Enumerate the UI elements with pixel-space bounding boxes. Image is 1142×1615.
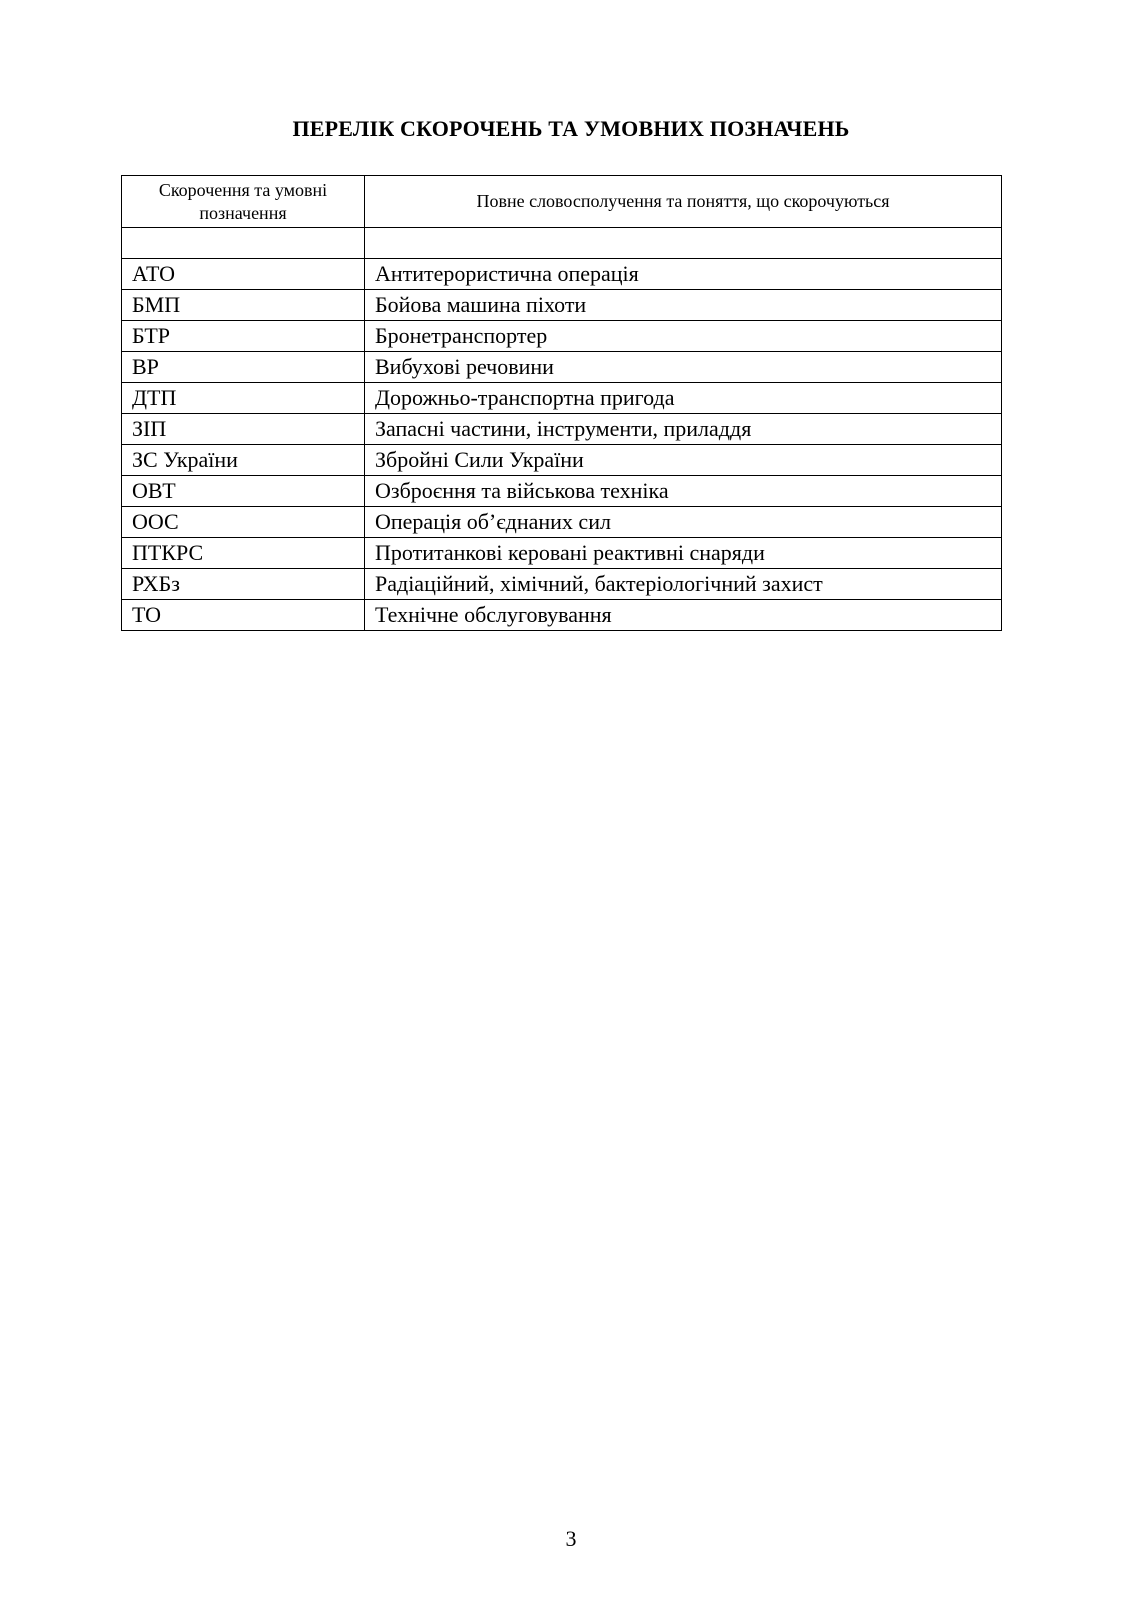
full-term-cell: Антитерористична операція [365, 259, 1002, 290]
full-term-cell: Операція об’єднаних сил [365, 507, 1002, 538]
full-term-cell: Запасні частини, інструменти, приладдя [365, 414, 1002, 445]
table-row [122, 476, 1002, 507]
table-row [122, 414, 1002, 445]
abbreviation-cell: АТО [122, 259, 365, 290]
abbreviation-cell: ВР [122, 352, 365, 383]
full-term-cell: Технічне обслуговування [365, 600, 1002, 631]
table-row [122, 507, 1002, 538]
abbreviation-cell: БМП [122, 290, 365, 321]
full-term-cell: Бойова машина піхоти [365, 290, 1002, 321]
table-row [122, 445, 1002, 476]
page-title: ПЕРЕЛІК СКОРОЧЕНЬ ТА УМОВНИХ ПОЗНАЧЕНЬ [292, 116, 850, 141]
table-row [122, 321, 1002, 352]
full-term-cell: Озброєння та військова техніка [365, 476, 1002, 507]
full-term-cell: Дорожньо-транспортна пригода [365, 383, 1002, 414]
header-full-term: Повне словосполучення та поняття, що скорочуються [365, 176, 1002, 228]
abbreviation-cell: ДТП [122, 383, 365, 414]
abbreviation-cell: ООС [122, 507, 365, 538]
empty-cell [365, 228, 1002, 259]
abbreviation-cell: ПТКРС [122, 538, 365, 569]
page-number: 3 [565, 1526, 577, 1551]
abbreviation-cell: ТО [122, 600, 365, 631]
full-term-cell: Радіаційний, хімічний, бактеріологічний захист [365, 569, 1002, 600]
table-header-row [122, 176, 1002, 228]
full-term-cell: Збройні Сили України [365, 445, 1002, 476]
table-row [122, 352, 1002, 383]
abbreviation-cell: ОВТ [122, 476, 365, 507]
table-row [122, 290, 1002, 321]
table-row [122, 600, 1002, 631]
table-row [122, 569, 1002, 600]
abbreviation-cell: ЗС України [122, 445, 365, 476]
full-term-cell: Бронетранспортер [365, 321, 1002, 352]
full-term-cell: Вибухові речовини [365, 352, 1002, 383]
full-term-cell: Протитанкові керовані реактивні снаряди [365, 538, 1002, 569]
abbreviation-cell: БТР [122, 321, 365, 352]
abbreviations-table [121, 175, 1002, 631]
table-row [122, 538, 1002, 569]
empty-cell [122, 228, 365, 259]
empty-row [122, 228, 1002, 259]
table-row [122, 383, 1002, 414]
abbreviation-cell: ЗІП [122, 414, 365, 445]
abbreviation-cell: РХБз [122, 569, 365, 600]
table-row [122, 259, 1002, 290]
header-abbreviation: Скорочення та умовні позначення [122, 176, 365, 228]
